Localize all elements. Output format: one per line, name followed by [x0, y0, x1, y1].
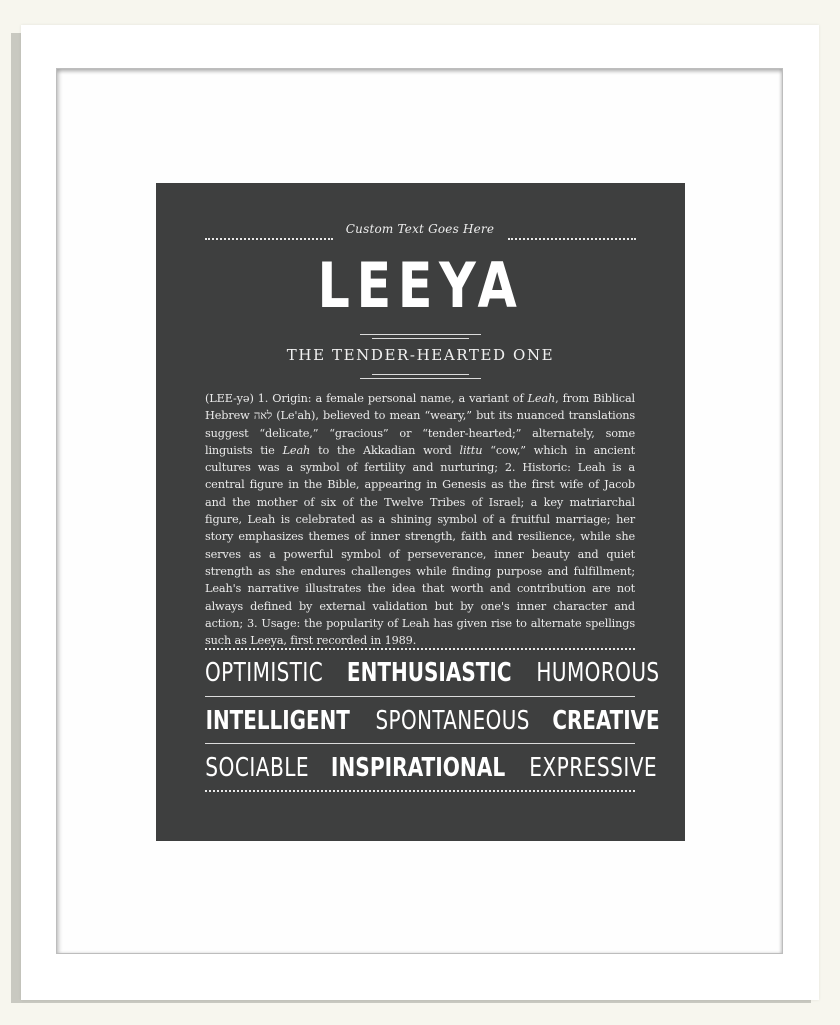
rule-lower-a	[372, 374, 469, 375]
traits-row-2	[205, 703, 661, 739]
trait-word: SPONTANEOUS	[375, 706, 530, 736]
definition-italic-1: Leah	[527, 392, 556, 405]
trait-word: CREATIVE	[552, 706, 661, 736]
trait-word: SOCIABLE	[205, 753, 309, 783]
definition-italic-2: Leah	[282, 443, 311, 457]
definition-text-2: , from Biblical Hebrew לאה (Le'ah), believed to mean “weary,” but its nuanced translations suggest “delicate,” “gracious” or “tender-hearted;” alternately, some linguists tie	[205, 392, 636, 457]
rule-lower-b	[360, 378, 481, 379]
custom-text: Custom Text Goes Here	[345, 222, 495, 236]
trait-word: INSPIRATIONAL	[331, 753, 506, 783]
definition-text-3: to the Akkadian word	[310, 443, 460, 457]
name-print	[156, 183, 685, 841]
definition-text-1: (LEE-yə) 1. Origin: a female personal name, a variant of	[205, 392, 528, 405]
name-title: LEEYA	[317, 249, 524, 322]
traits-rule-2	[205, 743, 635, 744]
dotted-divider-traits-bottom	[205, 790, 635, 792]
trait-word: HUMOROUS	[536, 658, 660, 688]
trait-word: INTELLIGENT	[205, 706, 350, 736]
tagline: THE TENDER-HEARTED ONE	[286, 346, 555, 364]
dotted-divider-left	[205, 238, 333, 240]
trait-word: OPTIMISTIC	[205, 658, 324, 688]
dotted-divider-traits-top	[205, 648, 635, 650]
dotted-divider-right	[508, 238, 636, 240]
rule-upper-b	[372, 338, 469, 339]
rule-upper-a	[360, 334, 481, 335]
traits-row-1	[205, 655, 660, 691]
traits-rule-1	[205, 696, 635, 697]
trait-word: EXPRESSIVE	[529, 753, 658, 783]
name-definition	[205, 390, 635, 649]
definition-italic-3: littu	[459, 443, 483, 457]
definition-text-4: “cow,” which in ancient cultures was a symbol of fertility and nurturing; 2. Historic: Leah is a central figure in the Bible, appearing in Genesis as the first wife of Jacob and the mother of six of the Twelve Tribes of Israel; a key matriarchal figure, Leah is celebrated as a shining symbol of a fruitful marriage; her story emphasizes themes of inner strength, faith and resilience, while she serves as a powerful symbol of perseverance, inner beauty and quiet strength as she endures challenges while finding purpose and fulfillment; Leah's narrative illustrates the idea that worth and contribution are not always defined by external validation but by one's inner character and action; 3. Usage: the popularity of Leah has given rise to alternate spellings such as Leeya, first recorded in 1989.	[205, 443, 635, 648]
traits-row-3	[205, 750, 658, 786]
trait-word: ENTHUSIASTIC	[347, 658, 512, 688]
